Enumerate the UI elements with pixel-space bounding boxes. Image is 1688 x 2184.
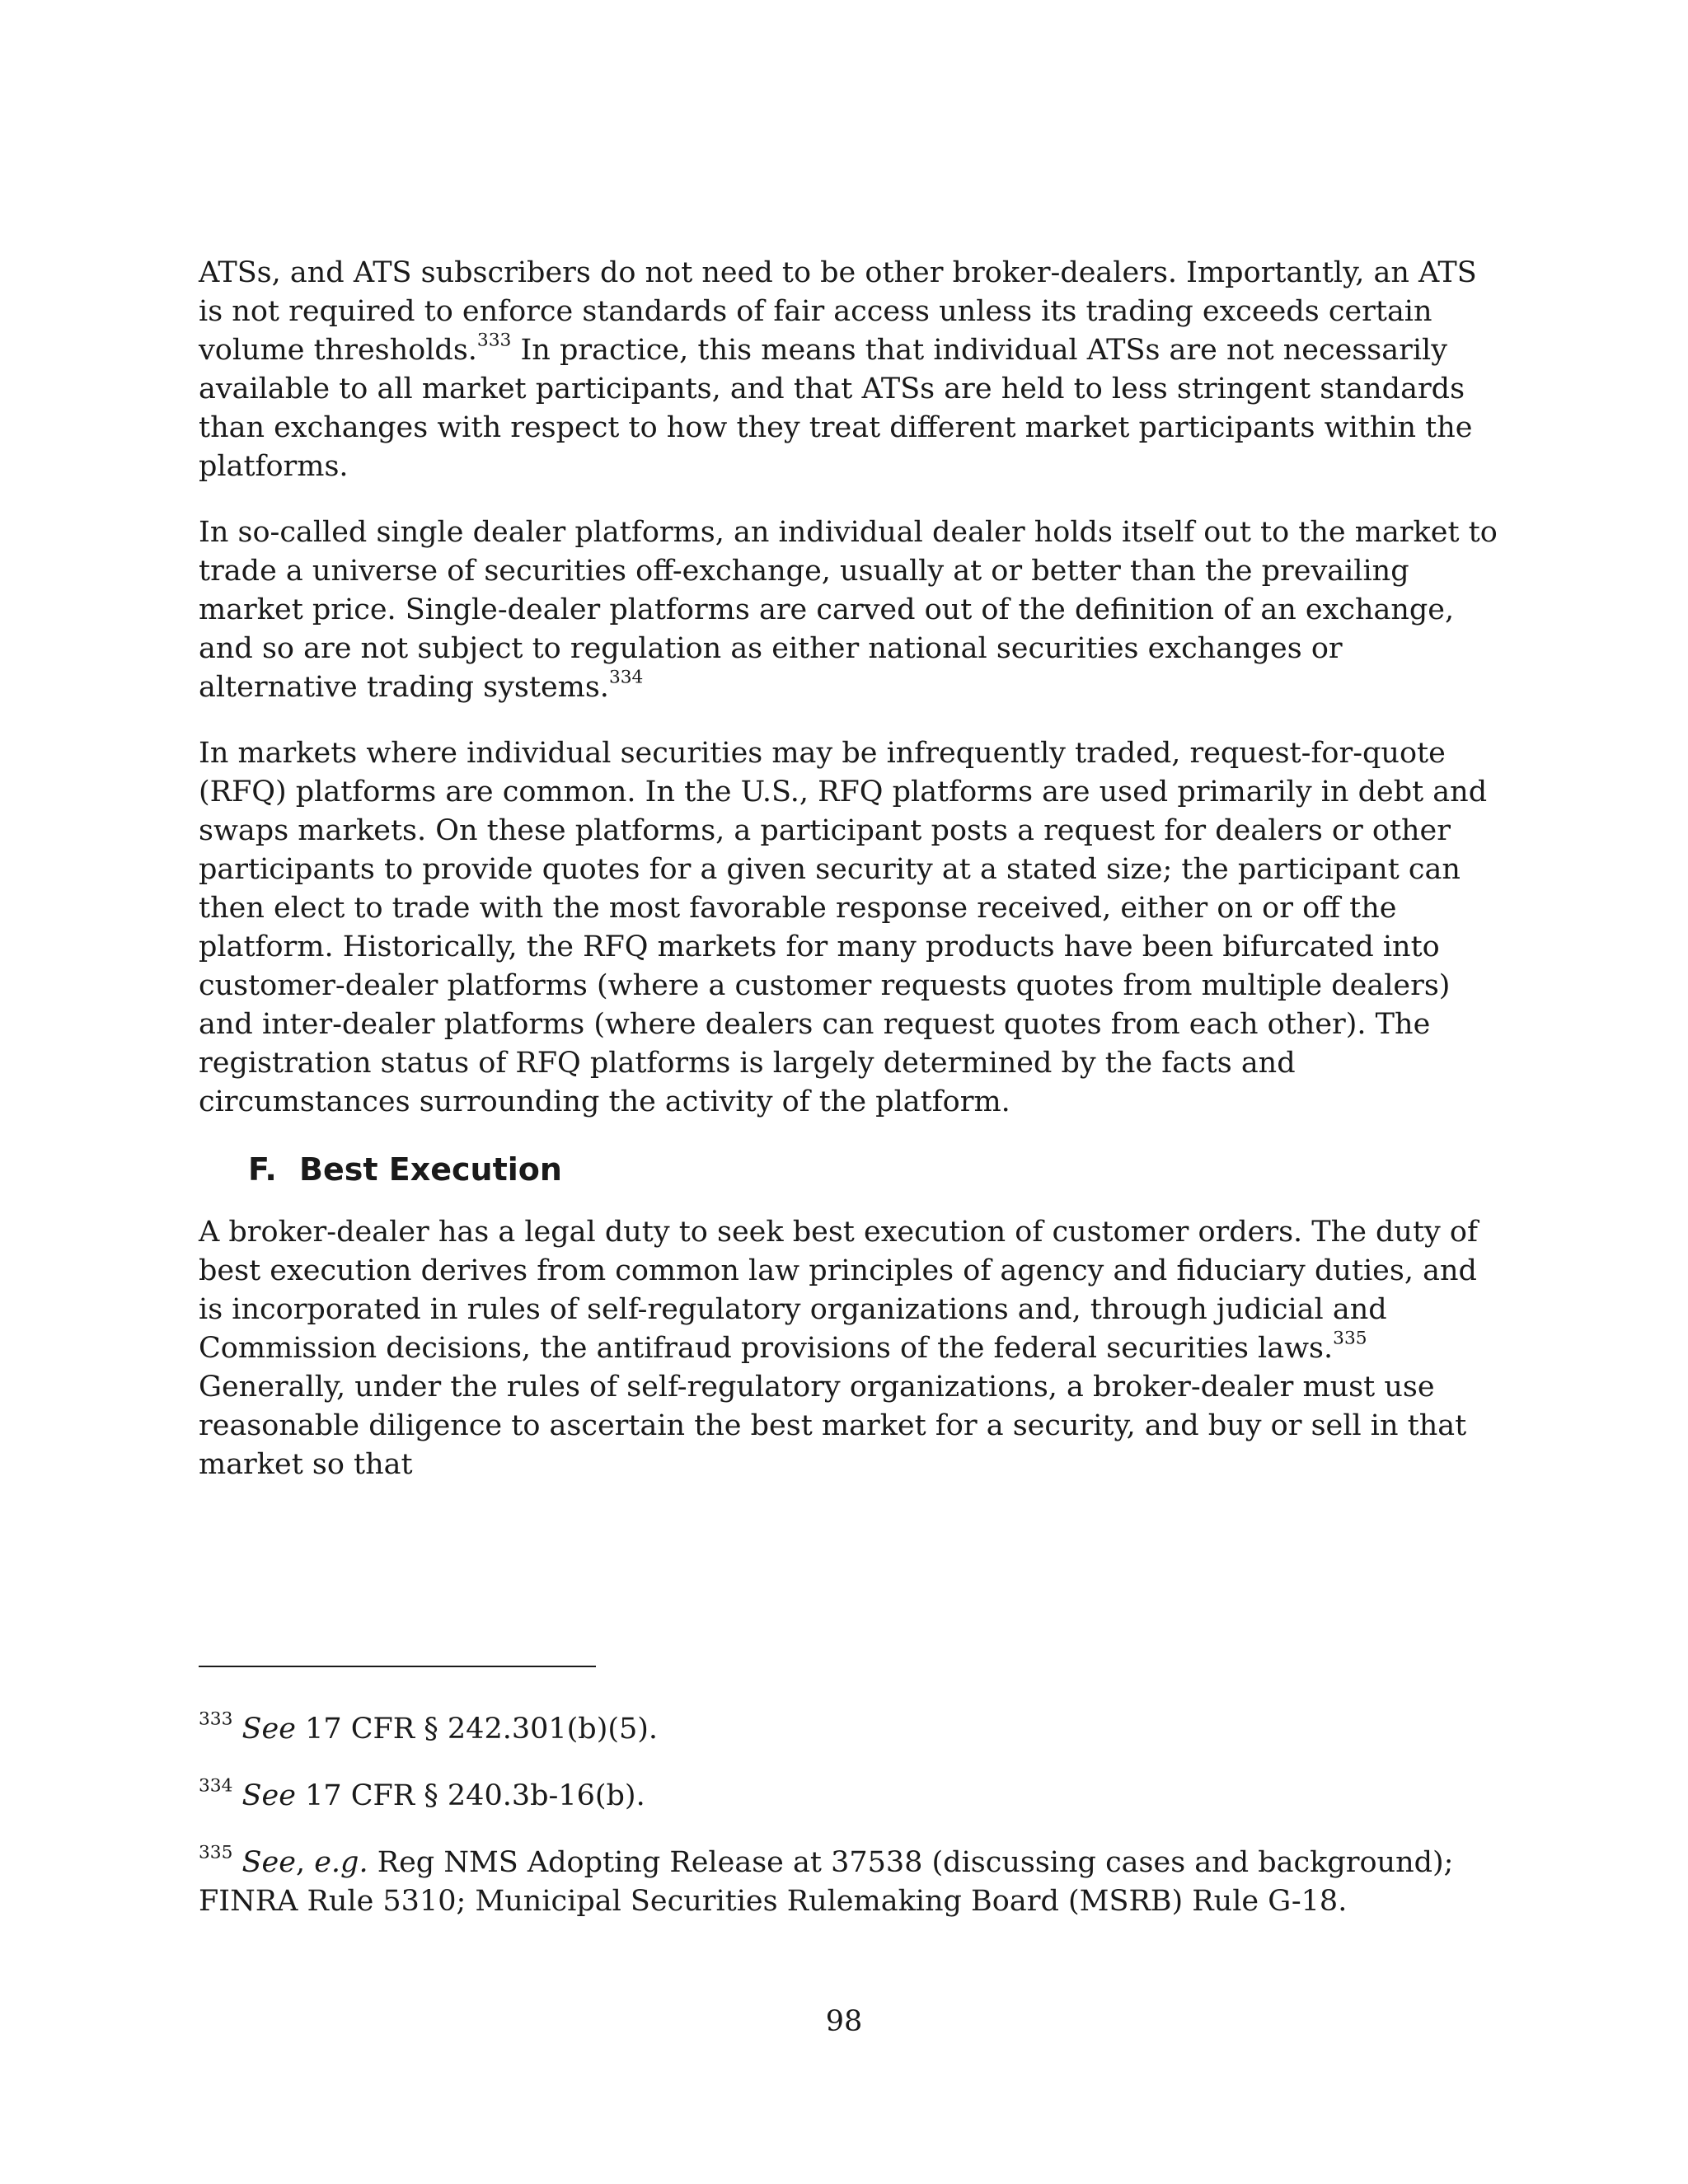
section-letter: F. xyxy=(248,1151,277,1188)
footnote-335 xyxy=(199,1844,1501,1921)
section-title: Best Execution xyxy=(299,1151,562,1188)
footnote-number: 335 xyxy=(199,1842,233,1863)
footnote-text: 17 CFR § 240.3b-16(b). xyxy=(295,1779,645,1812)
body-text xyxy=(199,254,1501,1511)
footnote-333 xyxy=(199,1710,1501,1749)
footnote-334 xyxy=(199,1777,1501,1816)
footnote-text: Reg NMS Adopting Release at 37538 (discussing cases and background); FINRA Rule 5310; Municipal Securities Rulemaking Board (MSRB) Rule G-18. xyxy=(199,1846,1454,1918)
paragraph-best-execution xyxy=(199,1213,1501,1484)
footnote-ref-333[interactable]: 333 xyxy=(476,330,512,351)
paragraph-single-dealer xyxy=(199,513,1501,707)
footnote-separator-text: , xyxy=(295,1846,315,1879)
paragraph-text: A broker-dealer has a legal duty to seek best execution of customer orders. The duty of best execution derives from common law principles of agency and fiduciary duties, and is incorporated in rules of self-regulatory organizations and, through judicial and Commission decisions, the antifraud provisions of the federal securities laws. xyxy=(199,1216,1478,1365)
section-heading-best-execution xyxy=(248,1149,1501,1190)
footnote-number: 333 xyxy=(199,1708,233,1730)
page-number: 98 xyxy=(825,2005,863,2038)
footnote-ref-334[interactable]: 334 xyxy=(608,667,644,688)
footnote-signal: See xyxy=(241,1779,296,1812)
footnotes xyxy=(199,1710,1501,1949)
paragraph-ats-access xyxy=(199,254,1501,486)
footnote-number: 334 xyxy=(199,1775,233,1797)
paragraph-rfq xyxy=(199,734,1501,1122)
paragraph-text: In practice, this means that individual ATSs are not necessarily available to all market participants, and that ATSs are held to less stringent standards than exchanges with respect to how they treat different market participants within the platforms. xyxy=(199,334,1473,483)
paragraph-text: Generally, under the rules of self-regulatory organizations, a broker-dealer must use reasonable diligence to ascertain the best market for a security, and buy or sell in that market so that xyxy=(199,1371,1467,1481)
footnote-signal: See xyxy=(241,1846,296,1879)
footnote-ref-335[interactable]: 335 xyxy=(1333,1328,1367,1349)
footnote-signal: See xyxy=(241,1713,296,1746)
footnote-text: 17 CFR § 242.301(b)(5). xyxy=(295,1713,659,1746)
paragraph-text: In markets where individual securities may be infrequently traded, request-for-quote (RFQ) platforms are common. In the U.S., RFQ platforms are used primarily in debt and swaps markets. On these platforms, a participant posts a request for dealers or other participants to provide quotes for a given security at a stated size; the participant can then elect to trade with the most favorable response received, either on or off the platform. Historically, the RFQ markets for many products have been bifurcated into customer-dealer platforms (where a customer requests quotes from multiple dealers) and inter-dealer platforms (where dealers can request quotes from each other). The registration status of RFQ platforms is largely determined by the facts and circumstances surrounding the activity of the platform. xyxy=(199,737,1488,1118)
paragraph-text: ATSs, and ATS subscribers do not need to be other broker-dealers. Importantly, an ATS is not required to enforce standards of fair access unless its trading exceeds certain volume thresholds. xyxy=(199,256,1477,367)
paragraph-text: In so-called single dealer platforms, an individual dealer holds itself out to the market to trade a universe of securities off-exchange, usually at or better than the prevailing market price. Single-dealer platforms are carved out of the definition of an exchange, and so are not subject to regulation as either national securities exchanges or alternative trading systems. xyxy=(199,516,1498,704)
footnote-separator xyxy=(199,1666,596,1667)
footnote-signal: e.g. xyxy=(314,1846,368,1879)
